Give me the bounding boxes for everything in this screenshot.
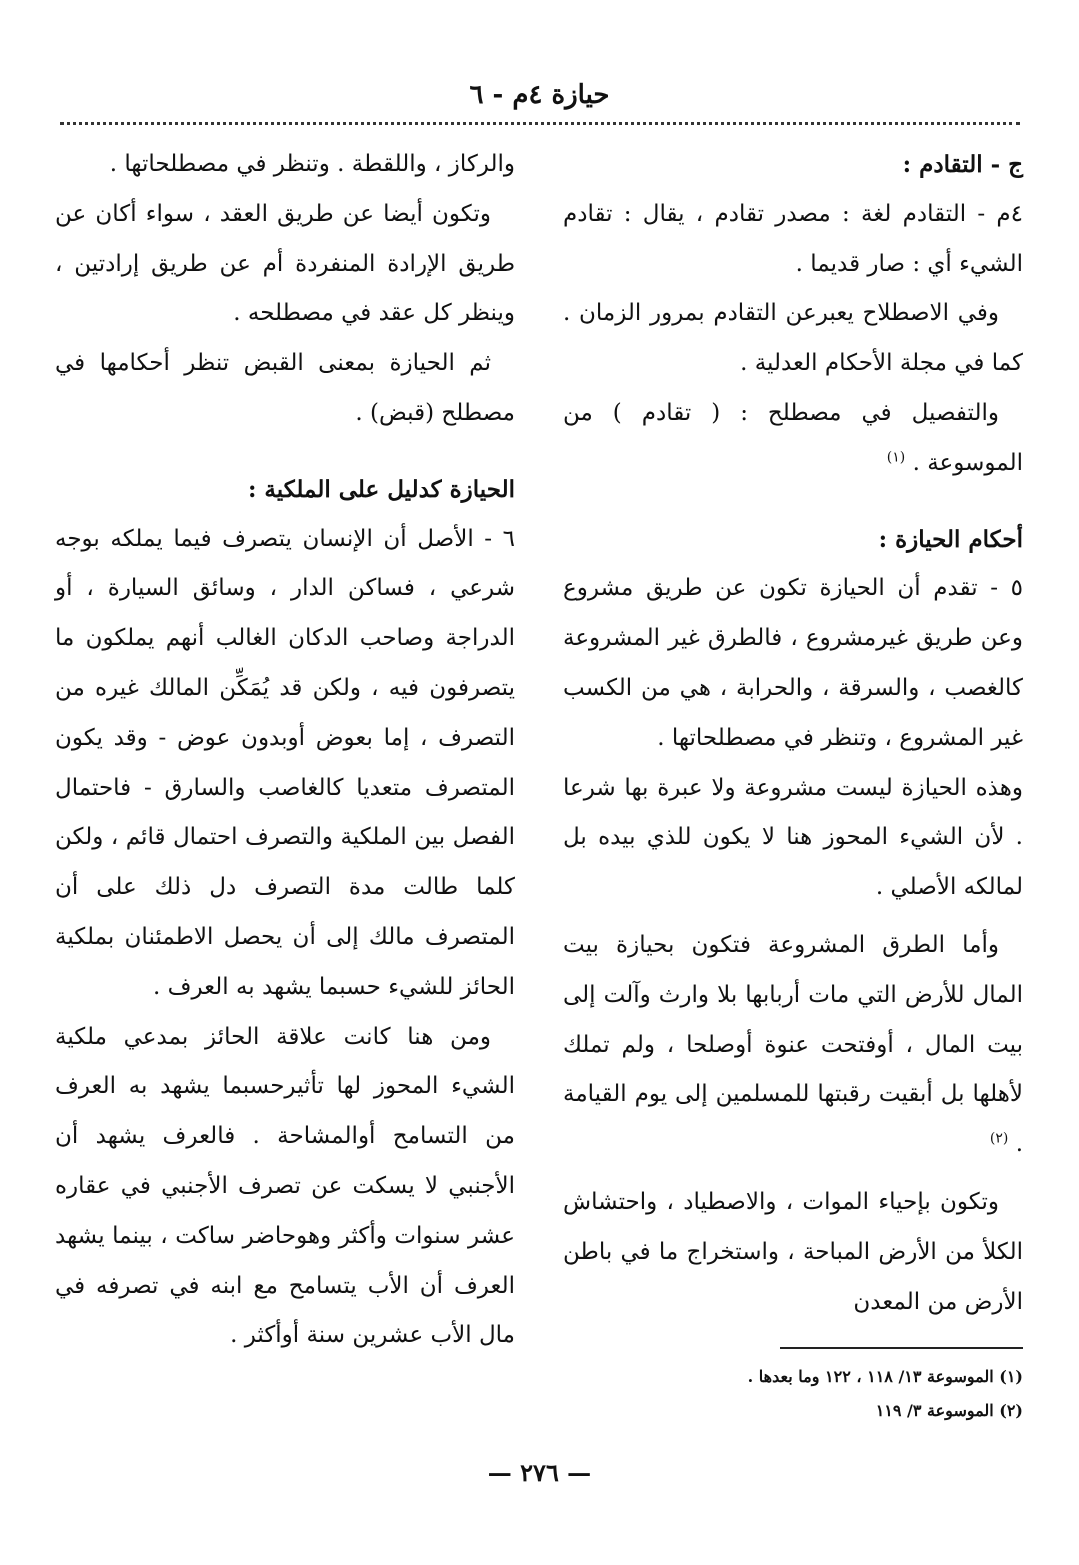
page-number-value: ٢٧٦ [520, 1458, 559, 1487]
paragraph-5: ٥ - تقدم أن الحيازة تكون عن طريق مشروع وعن طريق غيرمشروع ، فالطرق غير المشروعة كالغصب ، والسرقة ، والحرابة ، هي من الكسب غير المشروع ، وتنظر في مصطلحاتها . [563, 575, 1023, 751]
paragraph-4: ٤م - التقادم لغة : مصدر تقادم ، يقال : تقادم الشيء أي : صار قديما . [563, 200, 1023, 277]
right-column [563, 140, 1023, 1327]
header-dotted-rule [60, 122, 1020, 125]
paragraph-invalid: وهذه الحيازة ليست مشروعة ولا عبرة بها شرعا . لأن الشيء المحوز هنا لا يكون للذي بيده بل لمالكه الأصلي . [563, 774, 1023, 901]
footnote-2: (٢) الموسوعة ٣/ ١١٩ [875, 1401, 1023, 1420]
left-column [55, 140, 515, 1361]
running-header: حيازة ٤م - ٦ [469, 80, 610, 110]
paragraph-detail [563, 389, 1023, 489]
paragraph-term: وفي الاصطلاح يعبرعن التقادم بمرور الزمان . كما في مجلة الأحكام العدلية . [563, 300, 1023, 377]
paragraph-continued: والركاز ، واللقطة . وتنظر في مصطلحاتها . [109, 151, 515, 177]
paragraph-lawful [563, 921, 1023, 1170]
paragraph-detail-text: والتفصيل في مصطلح : ( تقادم ) من الموسوعة . [563, 399, 1023, 476]
footnotes [563, 1360, 1023, 1428]
paragraph-qabd: ثم الحيازة بمعنى القبض تنظر أحكامها في مصطلح (قبض) . [55, 350, 515, 426]
page-number: — ٢٧٦ — [487, 1458, 592, 1487]
paragraph-lawful-text: وأما الطرق المشروعة فتكون بحيازة بيت المال للأرض التي مات أربابها بلا وارث وآلت إلى بيت المال ، أوفتحت عنوة أوصلحا ، ولم تملك لأهلها بل أبقيت رقبتها للمسلمين إلى يوم القيامة . [563, 931, 1023, 1158]
footnote-1: (١) الموسوعة ١٣/ ١١٨ ، ١٢٢ وما بعدها . [747, 1367, 1023, 1386]
footnote-marker-1: (١) [886, 449, 906, 466]
paragraph-contract: وتكون أيضا عن طريق العقد ، سواء أكان عن طريق الإرادة المنفردة أم عن طريق إرادتين ، وينظر كل عقد في مصطلحه . [55, 200, 515, 327]
heading-taqadum: ج - التقادم : [902, 151, 1023, 178]
heading-rulings: أحكام الحيازة : [878, 525, 1023, 553]
heading-evidence: الحيازة كدليل على الملكية : [247, 475, 515, 503]
paragraph-custom: ومن هنا كانت علاقة الحائز بمدعي ملكية الشيء المحوز لها تأثيرحسبما يشهد به العرف من التسامح أوالمشاحة . فالعرف يشهد أن الأجنبي لا يسكت عن تصرف الأجنبي في عقاره عشر سنوات وأكثر وهوحاضر ساكت ، بينما يشهد العرف أن الأب يتسامح مع ابنه في تصرفه في مال الأب عشرين سنة أوأكثر . [55, 1023, 515, 1349]
paragraph-revive: وتكون بإحياء الموات ، والاصطياد ، واحتشاش الكلأ من الأرض المباحة ، واستخراج ما في باطن الأرض من المعدن [563, 1188, 1023, 1315]
footnote-marker-2: (٢) [989, 1130, 1009, 1147]
paragraph-6: ٦ - الأصل أن الإنسان يتصرف فيما يملكه بوجه شرعي ، فساكن الدار ، وسائق السيارة ، أو الدراجة وصاحب الدكان الغالب أنهم يملكون ما يتصرفون فيه ، ولكن قد يُمَكِّن المالك غيره من التصرف ، إما بعوض أوبدون عوض - وقد يكون المتصرف متعديا كالغاصب والسارق - فاحتمال الفصل بين الملكية والتصرف احتمال قائم ، ولكن كلما طالت مدة التصرف دل ذلك على أن المتصرف مالك إلى أن يحصل الاطمئنان بملكية الحائز للشيء حسبما يشهد به العرف . [55, 525, 515, 1000]
footnote-rule [780, 1347, 1023, 1349]
